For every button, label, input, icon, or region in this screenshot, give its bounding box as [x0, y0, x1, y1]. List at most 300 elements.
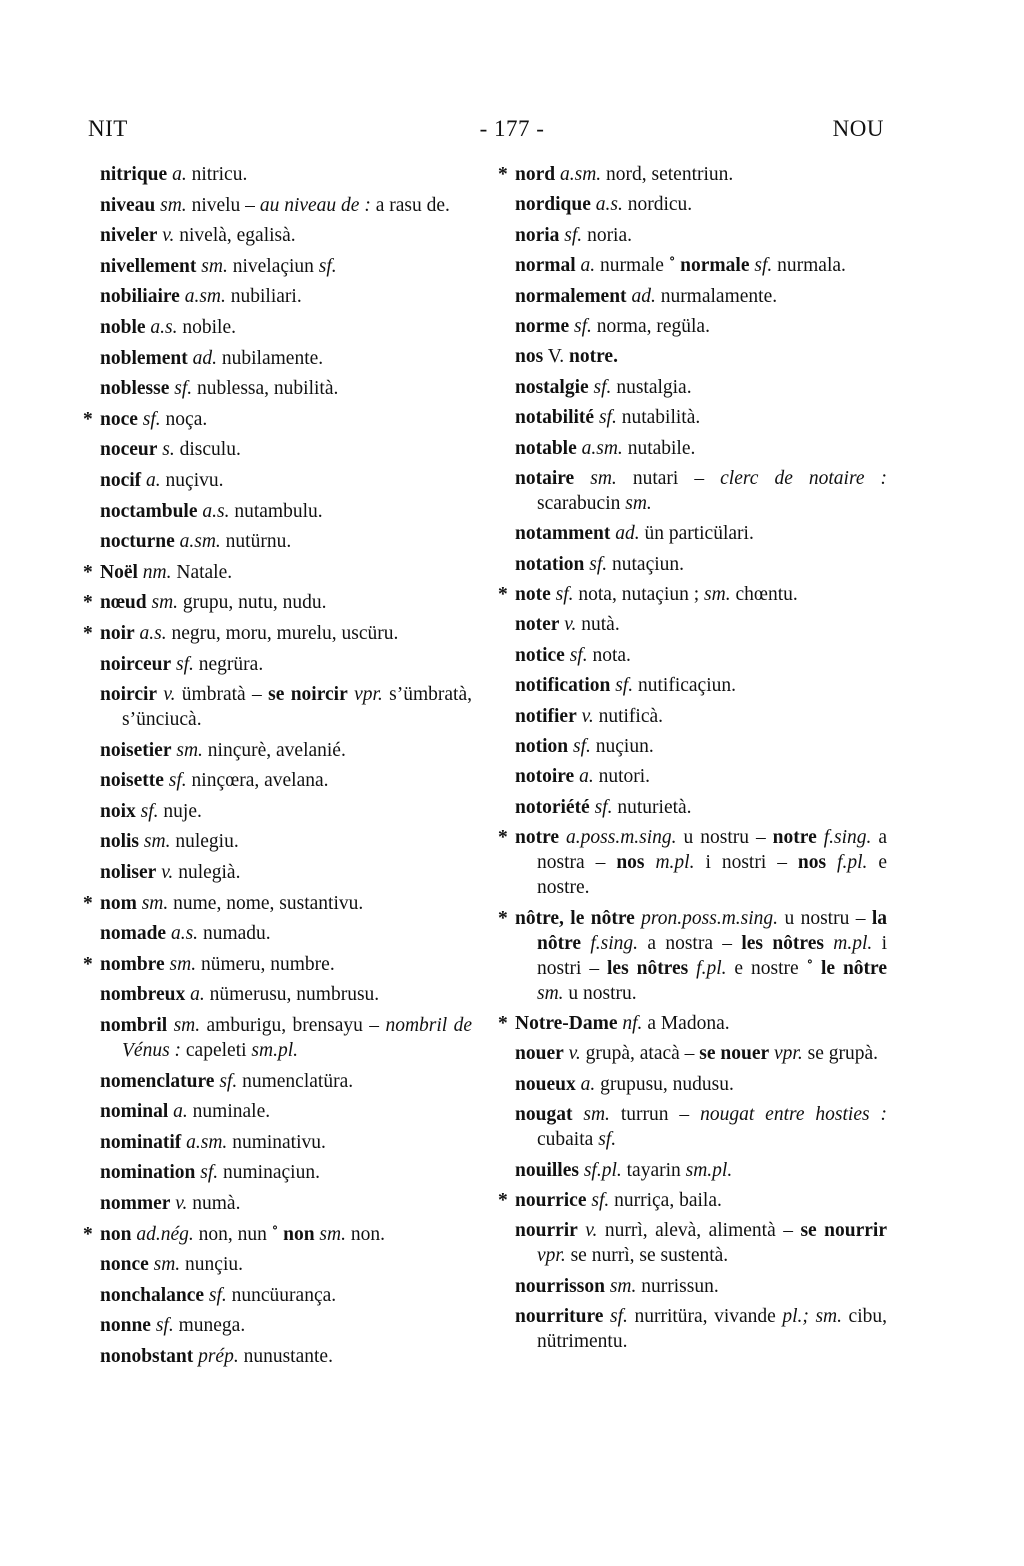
grammar-label: pl.;: [775, 1306, 809, 1328]
grammar-label: sf.: [559, 224, 583, 246]
headword: notion: [515, 736, 569, 758]
headword: niveau: [100, 194, 156, 216]
dictionary-entry: [100, 529, 472, 554]
grammar-label: ad.: [187, 347, 217, 369]
translation-text: grupusu, nudusu.: [595, 1073, 734, 1095]
grammar-label: a.: [141, 469, 161, 491]
headword: notabilité: [515, 407, 595, 429]
dictionary-entry: [515, 375, 887, 400]
translation-text: se grupà.: [802, 1043, 879, 1065]
asterisk-marker: *: [83, 1223, 93, 1245]
grammar-label: sm.: [136, 892, 169, 914]
dictionary-entry: [498, 825, 888, 900]
headword: notamment: [515, 523, 611, 545]
grammar-label: sf.: [163, 770, 187, 792]
headword: noblesse: [100, 378, 170, 400]
dictionary-entry: [515, 436, 887, 461]
translation-text: nuje.: [158, 800, 202, 822]
grammar-label: pron.poss.m.sing.: [634, 907, 779, 929]
headword: nombreux: [100, 984, 186, 1006]
grammar-label: a.: [574, 766, 594, 788]
grammar-label: sm.: [155, 194, 187, 216]
translation-text: nulegià.: [173, 862, 241, 884]
grammar-label: nf.: [617, 1012, 643, 1034]
grammar-label: sm.: [167, 1015, 201, 1037]
headword: nordique: [515, 194, 591, 216]
dictionary-entry: [100, 921, 472, 946]
dictionary-entry: [515, 1274, 887, 1299]
headword: nominatif: [100, 1131, 182, 1153]
grammar-label: sf.: [586, 1189, 610, 1211]
headword: nougat: [515, 1104, 573, 1126]
dictionary-entry: [100, 284, 472, 309]
asterisk-marker: *: [83, 622, 93, 644]
grammar-label: sm.pl.: [680, 1159, 733, 1181]
translation-text: noça.: [160, 408, 208, 430]
example-phrase: nougat entre hosties :: [700, 1104, 888, 1126]
translation-text: nümeru, numbre.: [196, 953, 335, 975]
dictionary-entry: [498, 906, 888, 1006]
headword: nivellement: [100, 255, 197, 277]
translation-text: e nostre: [726, 957, 807, 979]
dictionary-entry: [100, 1130, 472, 1155]
grammar-label: sf.: [603, 1306, 628, 1328]
headword: nœud: [100, 592, 147, 614]
translation-text: disculu.: [174, 439, 241, 461]
headword: notoriété: [515, 796, 590, 818]
grammar-label: sf.: [564, 644, 588, 666]
grammar-label: sf.: [313, 255, 337, 277]
dictionary-entry: [100, 223, 472, 248]
grammar-label: sf.: [171, 653, 194, 675]
headword: noueux: [515, 1073, 576, 1095]
translation-text: amburigu, brensayu –: [200, 1015, 386, 1037]
grammar-label: a.sm.: [555, 164, 602, 185]
dictionary-entry: [515, 1072, 887, 1097]
translation-text: u nostru –: [778, 907, 872, 929]
translation-text: tayarin: [621, 1159, 681, 1181]
dictionary-entry: [100, 376, 472, 401]
dictionary-entry: [515, 314, 887, 339]
translation-text: turrun –: [609, 1104, 701, 1126]
headword: noircir: [100, 684, 158, 706]
dictionary-entry: [100, 1283, 472, 1308]
translation-text: e nostre.: [537, 852, 888, 899]
grammar-label: f.sing.: [816, 827, 872, 849]
headword: nonobstant: [100, 1345, 194, 1367]
headword: Notre-Dame: [515, 1012, 618, 1034]
headword: notaire: [515, 467, 575, 489]
grammar-label: a.: [167, 164, 187, 185]
dictionary-entry: [515, 223, 887, 248]
dictionary-entry: [100, 1099, 472, 1124]
dictionary-entry: [515, 466, 887, 516]
grammar-label: sf.: [584, 553, 608, 575]
dictionary-entry: [100, 652, 472, 677]
headword: nos: [616, 852, 645, 874]
dictionary-entry: [515, 552, 887, 577]
translation-text: ümbratà –: [175, 684, 269, 706]
translation-text: nurrì, alevà, alimentà –: [597, 1220, 801, 1242]
headword: nocif: [100, 469, 142, 491]
asterisk-marker: *: [83, 561, 93, 583]
grammar-label: vpr.: [537, 1245, 566, 1267]
dictionary-entry: [100, 738, 472, 763]
dictionary-entry: [100, 1252, 472, 1277]
headword: nouer: [515, 1043, 564, 1065]
dictionary-entry: [498, 1188, 887, 1213]
grammar-label: f.sing.: [581, 932, 639, 954]
translation-text: numinativu.: [227, 1131, 326, 1153]
dictionary-entry: [83, 590, 472, 615]
grammar-label: sf.: [150, 1315, 174, 1337]
dictionary-entry: [100, 799, 472, 824]
asterisk-marker: *: [498, 827, 508, 849]
dictionary-entry: [100, 829, 472, 854]
headword: se nouer: [699, 1043, 770, 1065]
grammar-label: sm.: [572, 1104, 610, 1126]
headword: nomade: [100, 923, 167, 945]
grammar-label: sf.: [594, 407, 617, 429]
translation-text: nubilamente.: [217, 347, 324, 369]
headword: notifier: [515, 705, 577, 727]
headword: nourrisson: [515, 1275, 605, 1297]
translation-text: i nostri –: [694, 852, 798, 874]
grammar-label: sf.: [589, 796, 613, 818]
dictionary-entry: [515, 1158, 887, 1183]
translation-text: chœntu.: [730, 584, 798, 606]
dictionary-entry: [515, 1102, 887, 1152]
dictionary-entry: [100, 346, 472, 371]
headword: nourrir: [515, 1220, 578, 1242]
headword: nombril: [100, 1015, 168, 1037]
translation-text: ninçœra, avelana.: [186, 770, 329, 792]
dictionary-entry: [100, 860, 472, 885]
headword: niveler: [100, 225, 158, 247]
translation-text: a nostra –: [537, 827, 887, 874]
translation-text: nuçiun.: [590, 736, 654, 758]
translation-text: norma, regüla.: [591, 315, 710, 337]
grammar-label: v.: [170, 1193, 188, 1214]
grammar-label: v.: [157, 684, 176, 706]
translation-text: nobile.: [177, 316, 236, 338]
translation-text: nordicu.: [622, 194, 693, 216]
headword: noisetier: [100, 739, 172, 761]
grammar-label: sm.: [146, 592, 179, 614]
grammar-label: sm.: [604, 1275, 637, 1297]
dictionary-entry: [498, 162, 887, 187]
dictionary-entry: [100, 768, 472, 793]
dictionary-entry: [515, 1218, 887, 1268]
translation-text: nurritüra, vivande: [627, 1306, 776, 1328]
translation-text: scarabucin: [537, 492, 621, 514]
headword: nord: [515, 164, 556, 185]
dictionary-entry: [515, 704, 887, 729]
translation-text: nota, nutaçiun ;: [573, 584, 700, 606]
headword: notification: [515, 675, 611, 697]
dictionary-entry: [100, 1344, 472, 1369]
headword: noisette: [100, 770, 164, 792]
headword: nonchalance: [100, 1284, 205, 1306]
translation-text: non, nun: [193, 1223, 272, 1245]
grammar-label: a.s.: [197, 500, 230, 522]
asterisk-marker: *: [83, 892, 93, 914]
grammar-label: sf.: [550, 584, 574, 606]
dictionary-entry: [515, 253, 887, 278]
headword: noctambule: [100, 500, 198, 522]
dictionary-entry: [515, 1041, 887, 1066]
translation-text: nutari –: [616, 467, 721, 489]
dictionary-entry: [100, 193, 472, 218]
headword: nom: [100, 892, 137, 914]
grammar-label: sf.pl.: [578, 1159, 622, 1181]
grammar-label: a.s.: [166, 923, 199, 945]
headword: les nôtres: [741, 932, 824, 954]
headword: les nôtres: [607, 957, 689, 979]
grammar-label: sf.: [137, 408, 161, 430]
headword: nos: [515, 346, 544, 368]
dictionary-entry: [100, 1013, 472, 1063]
headword: noix: [100, 800, 136, 822]
grammar-label: a.s.: [590, 194, 623, 216]
translation-text: ninçurè, avelanié.: [202, 739, 346, 761]
headword: nomination: [100, 1162, 196, 1184]
grammar-label: a.: [575, 255, 596, 277]
grammar-label: a.: [575, 1073, 596, 1095]
grammar-label: v.: [577, 1220, 598, 1242]
grammar-label: a.s.: [134, 622, 167, 644]
grammar-label: sm.: [808, 1306, 843, 1328]
dictionary-entry: [515, 612, 887, 637]
grammar-label: vpr.: [769, 1043, 803, 1065]
dictionary-entry: [83, 560, 472, 585]
asterisk-marker: *: [83, 408, 93, 430]
running-head-right: NOU: [832, 116, 884, 141]
running-head-left: NIT: [88, 116, 128, 141]
asterisk-marker: *: [83, 592, 93, 614]
headword: nos: [797, 852, 827, 874]
grammar-label: sm.: [574, 467, 617, 489]
headword: noblement: [100, 347, 188, 369]
dictionary-entry: [100, 315, 472, 340]
grammar-label: sm.: [139, 831, 171, 853]
translation-text: numinaçiun.: [218, 1162, 320, 1184]
translation-text: numà.: [187, 1193, 241, 1214]
translation-text: non.: [345, 1223, 385, 1245]
grammar-label: v.: [157, 225, 175, 247]
dictionary-entry: [515, 1304, 887, 1354]
grammar-label: ad.: [610, 523, 640, 545]
grammar-label: sf.: [749, 255, 773, 277]
grammar-label: sf.: [569, 315, 592, 337]
grammar-label: prép.: [193, 1345, 239, 1367]
asterisk-marker: *: [498, 164, 508, 185]
dictionary-entry: [83, 952, 472, 977]
headword: noter: [515, 614, 560, 636]
dictionary-entry: [515, 734, 887, 759]
headword: notable: [515, 437, 577, 459]
translation-text: nümerusu, numbrusu.: [204, 984, 380, 1006]
dictionary-entry: [498, 582, 887, 607]
headword: noble: [100, 316, 146, 338]
translation-text: se nurrì, se sustentà.: [565, 1245, 729, 1267]
translation-text: nunçiu.: [180, 1254, 243, 1276]
right-column: [498, 162, 888, 1360]
dictionary-entry: [83, 407, 472, 432]
translation-text: nustalgia.: [611, 376, 692, 398]
translation-text: nivelu –: [186, 194, 260, 216]
translation-text: u nostru.: [563, 982, 637, 1004]
asterisk-marker: *: [498, 1189, 508, 1211]
headword: notre.: [569, 346, 618, 368]
translation-text: nutambulu.: [229, 500, 323, 522]
translation-text: nurmalamente.: [655, 285, 778, 307]
dictionary-entry: [100, 468, 472, 493]
translation-text: u nostru –: [676, 827, 773, 849]
headword: nommer: [100, 1193, 171, 1214]
translation-text: nurriça, baila.: [609, 1189, 722, 1211]
grammar-label: v.: [563, 1043, 581, 1065]
translation-text: nurmala.: [772, 255, 846, 277]
headword: normalement: [515, 285, 627, 307]
dictionary-entry: [515, 521, 887, 546]
dictionary-entry: [100, 499, 472, 524]
grammar-label: a.sm.: [179, 286, 226, 308]
headword: nourriture: [515, 1306, 604, 1328]
grammar-label: a.sm.: [576, 437, 623, 459]
headword: nobiliaire: [100, 286, 180, 308]
dictionary-entry: [100, 1313, 472, 1338]
grammar-label: a.s.: [145, 316, 178, 338]
translation-text: nutaçiun.: [607, 553, 685, 575]
headword: noirceur: [100, 653, 172, 675]
grammar-label: sm.: [620, 492, 652, 514]
headword: nonne: [100, 1315, 151, 1337]
translation-text: nubiliari.: [225, 286, 302, 308]
grammar-label: ad.: [626, 285, 656, 307]
headword: non: [100, 1223, 132, 1245]
headword: notice: [515, 644, 565, 666]
translation-text: nutabilità.: [616, 407, 701, 429]
translation-text: a Madona.: [642, 1012, 730, 1034]
translation-text: nutà.: [576, 614, 620, 636]
headword: ˚ normale: [668, 255, 750, 277]
grammar-label: sf.: [593, 1129, 617, 1151]
translation-text: nutürnu.: [220, 531, 292, 553]
translation-text: nume, nome, sustantivu.: [168, 892, 364, 914]
dictionary-entry: [100, 437, 472, 462]
headword: noliser: [100, 862, 157, 884]
translation-text: nutabile.: [622, 437, 696, 459]
grammar-label: sm.pl.: [246, 1040, 298, 1062]
grammar-label: a.sm.: [174, 531, 221, 553]
headword: note: [515, 584, 551, 606]
translation-text: nord, setentriun.: [601, 164, 734, 185]
grammar-label: v.: [559, 614, 577, 636]
headword: notoire: [515, 766, 575, 788]
grammar-label: a.: [168, 1101, 188, 1123]
headword: normal: [515, 255, 576, 277]
grammar-label: sm.: [314, 1223, 346, 1245]
headword: notre: [515, 827, 560, 849]
grammar-label: a.: [185, 984, 205, 1006]
headword: noir: [100, 622, 135, 644]
translation-text: nutificaçiun.: [633, 675, 736, 697]
translation-text: munega.: [173, 1315, 246, 1337]
headword: ˚ le nôtre: [806, 957, 888, 979]
example-phrase: au niveau de :: [259, 194, 371, 216]
dictionary-entry: [498, 1011, 887, 1036]
headword: nombre: [100, 953, 165, 975]
grammar-label: sf.: [214, 1070, 238, 1092]
dictionary-entry: [100, 254, 472, 279]
translation-text: numinale.: [187, 1101, 271, 1123]
headword: nominal: [100, 1101, 169, 1123]
translation-text: nuturietà.: [612, 796, 692, 818]
dictionary-entry: [100, 162, 472, 187]
grammar-label: sm.: [148, 1254, 181, 1276]
translation-text: nota.: [587, 644, 631, 666]
headword: norme: [515, 315, 570, 337]
translation-text: ün particülari.: [639, 523, 754, 545]
dictionary-entry: [100, 982, 472, 1007]
headword: nocturne: [100, 531, 175, 553]
translation-text: grupu, nutu, nudu.: [178, 592, 327, 614]
example-phrase: nombril de Vénus :: [122, 1015, 472, 1062]
translation-text: nuncüurança.: [226, 1284, 337, 1306]
headword: nourrice: [515, 1189, 587, 1211]
asterisk-marker: *: [498, 1012, 508, 1034]
dictionary-entry: [515, 764, 887, 789]
translation-text: nutori.: [593, 766, 651, 788]
grammar-label: sf.: [195, 1162, 219, 1184]
dictionary-entry: [515, 192, 887, 217]
translation-text: nulegiu.: [170, 831, 239, 853]
translation-text: negru, moru, murelu, uscüru.: [166, 622, 399, 644]
translation-text: i nostri –: [537, 932, 888, 979]
translation-text: capeleti: [181, 1040, 247, 1062]
grammar-label: ad.nég.: [131, 1223, 194, 1245]
headword: se nourrir: [800, 1220, 887, 1242]
grammar-label: a.poss.m.sing.: [559, 827, 677, 849]
headword: ˚ non: [271, 1223, 315, 1245]
dictionary-entry: [83, 621, 472, 646]
dictionary-entry: [83, 891, 472, 916]
translation-text: nutificà.: [593, 705, 664, 727]
dictionary-entry: [515, 643, 887, 668]
headword: nôtre, le nôtre: [515, 907, 635, 929]
grammar-label: sf.: [588, 376, 612, 398]
dictionary-entry: [100, 1069, 472, 1094]
translation-text: cibu, nütrimentu.: [537, 1306, 888, 1353]
translation-text: grupà, atacà –: [580, 1043, 700, 1065]
grammar-label: sm.: [164, 953, 197, 975]
dictionary-entry: [100, 1191, 472, 1216]
grammar-label: sf.: [204, 1284, 227, 1306]
dictionary-entry: [515, 795, 887, 820]
headword: nitrique: [100, 164, 168, 185]
translation-text: nunustante.: [238, 1345, 333, 1367]
translation-text: nuçivu.: [160, 469, 224, 491]
grammar-label: nm.: [137, 561, 172, 583]
translation-text: cubaita: [537, 1129, 594, 1151]
headword: se noircir: [268, 684, 348, 706]
translation-text: nivelaçiun: [227, 255, 314, 277]
headword: nouilles: [515, 1159, 579, 1181]
grammar-label: f.pl.: [688, 957, 727, 979]
headword: nolis: [100, 831, 140, 853]
grammar-label: sf.: [610, 675, 634, 697]
